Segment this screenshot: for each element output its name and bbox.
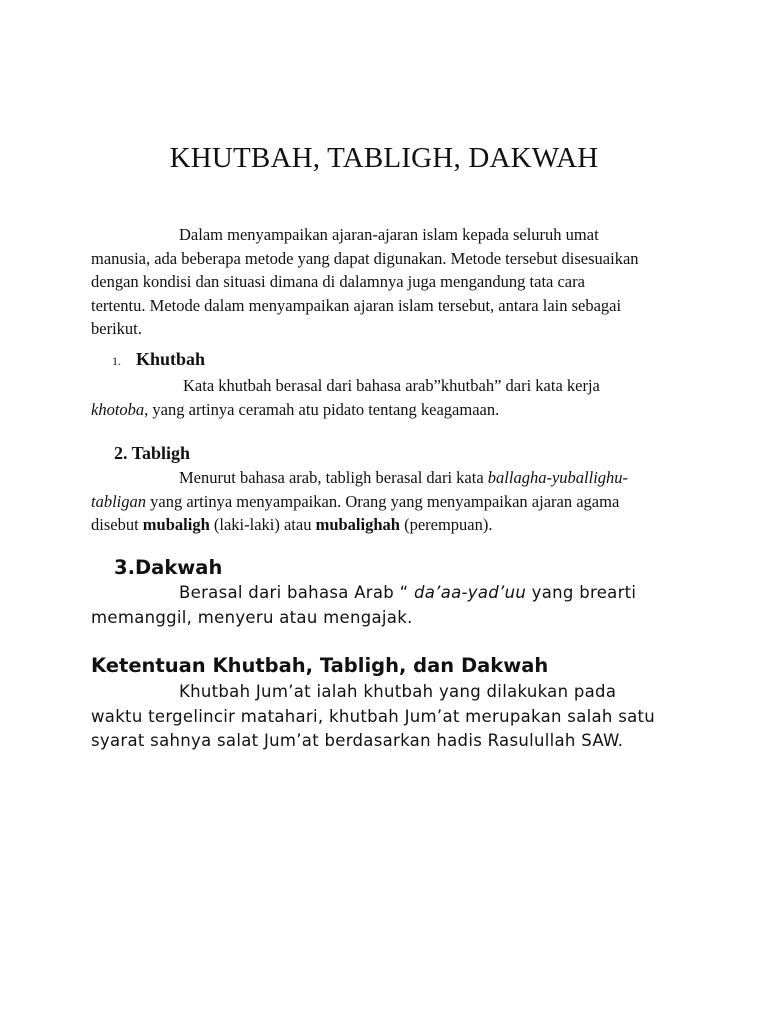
khutbah-italic-term: khotoba bbox=[91, 399, 145, 419]
document-title: KHUTBAH, TABLIGH, DAKWAH bbox=[169, 142, 599, 174]
tabligh-italic-term-1: ballagha-yuballighu- bbox=[487, 468, 629, 487]
section-heading-tabligh: 2. Tabligh bbox=[114, 443, 191, 463]
section-heading-ketentuan: Ketentuan Khutbah, Tabligh, dan Dakwah bbox=[91, 654, 549, 677]
intro-line-2: manusia, ada beberapa metode yang dapat digunakan. Metode tersebut disesuaikan bbox=[91, 248, 639, 268]
section-title: Khutbah bbox=[136, 349, 206, 369]
dakwah-line-2: memanggil, menyeru atau mengajak. bbox=[91, 607, 413, 627]
ketentuan-line-2: waktu tergelincir matahari, khutbah Jum’at merupakan salah satu bbox=[91, 706, 656, 726]
ketentuan-paragraph bbox=[91, 680, 691, 754]
section-heading-dakwah: 3.Dakwah bbox=[114, 556, 223, 579]
dakwah-line-1: Berasal dari bahasa Arab “ bbox=[179, 583, 414, 602]
khutbah-line-2: , yang artinya ceramah atu pidato tentang keagamaan. bbox=[144, 399, 500, 419]
term-mubaligh: mubaligh bbox=[142, 515, 210, 534]
tabligh-line-3-start: disebut bbox=[91, 515, 143, 534]
dakwah-line-1-rest: yang brearti bbox=[526, 583, 637, 602]
tabligh-italic-term-2: tabligan bbox=[91, 491, 147, 511]
tabligh-line-3-end: (perempuan). bbox=[399, 515, 493, 534]
tabligh-paragraph bbox=[91, 466, 691, 537]
tabligh-line-1: Menurut bahasa arab, tabligh berasal dari kata bbox=[179, 468, 488, 487]
ketentuan-line-3: syarat sahnya salat Jum’at berdasarkan hadis Rasulullah SAW. bbox=[91, 731, 624, 750]
khutbah-paragraph bbox=[91, 374, 691, 421]
intro-line-3: dengan kondisi dan situasi dimana di dalamnya juga mengandung tata cara bbox=[91, 272, 585, 291]
dakwah-italic-term: da’aa-yad’uu bbox=[414, 583, 527, 602]
intro-line-4: tertentu. Metode dalam menyampaikan ajaran islam tersebut, antara lain sebagai bbox=[91, 295, 622, 315]
intro-line-5: berikut. bbox=[91, 319, 142, 338]
tabligh-line-3-mid: (laki-laki) atau bbox=[209, 515, 316, 534]
ketentuan-line-1: Khutbah Jum’at ialah khutbah yang dilakukan pada bbox=[179, 682, 617, 701]
intro-line-1: Dalam menyampaikan ajaran-ajaran islam kepada seluruh umat bbox=[179, 225, 599, 244]
khutbah-line-1: Kata khutbah berasal dari bahasa arab”khutbah” dari kata kerja bbox=[183, 376, 600, 395]
dakwah-paragraph bbox=[91, 581, 691, 630]
intro-paragraph bbox=[91, 223, 691, 341]
section-heading-khutbah bbox=[112, 349, 205, 370]
term-mubalighah: mubalighah bbox=[315, 515, 400, 534]
tabligh-line-2: yang artinya menyampaikan. Orang yang menyampaikan ajaran agama bbox=[146, 491, 620, 511]
section-number: 1. bbox=[112, 354, 121, 368]
